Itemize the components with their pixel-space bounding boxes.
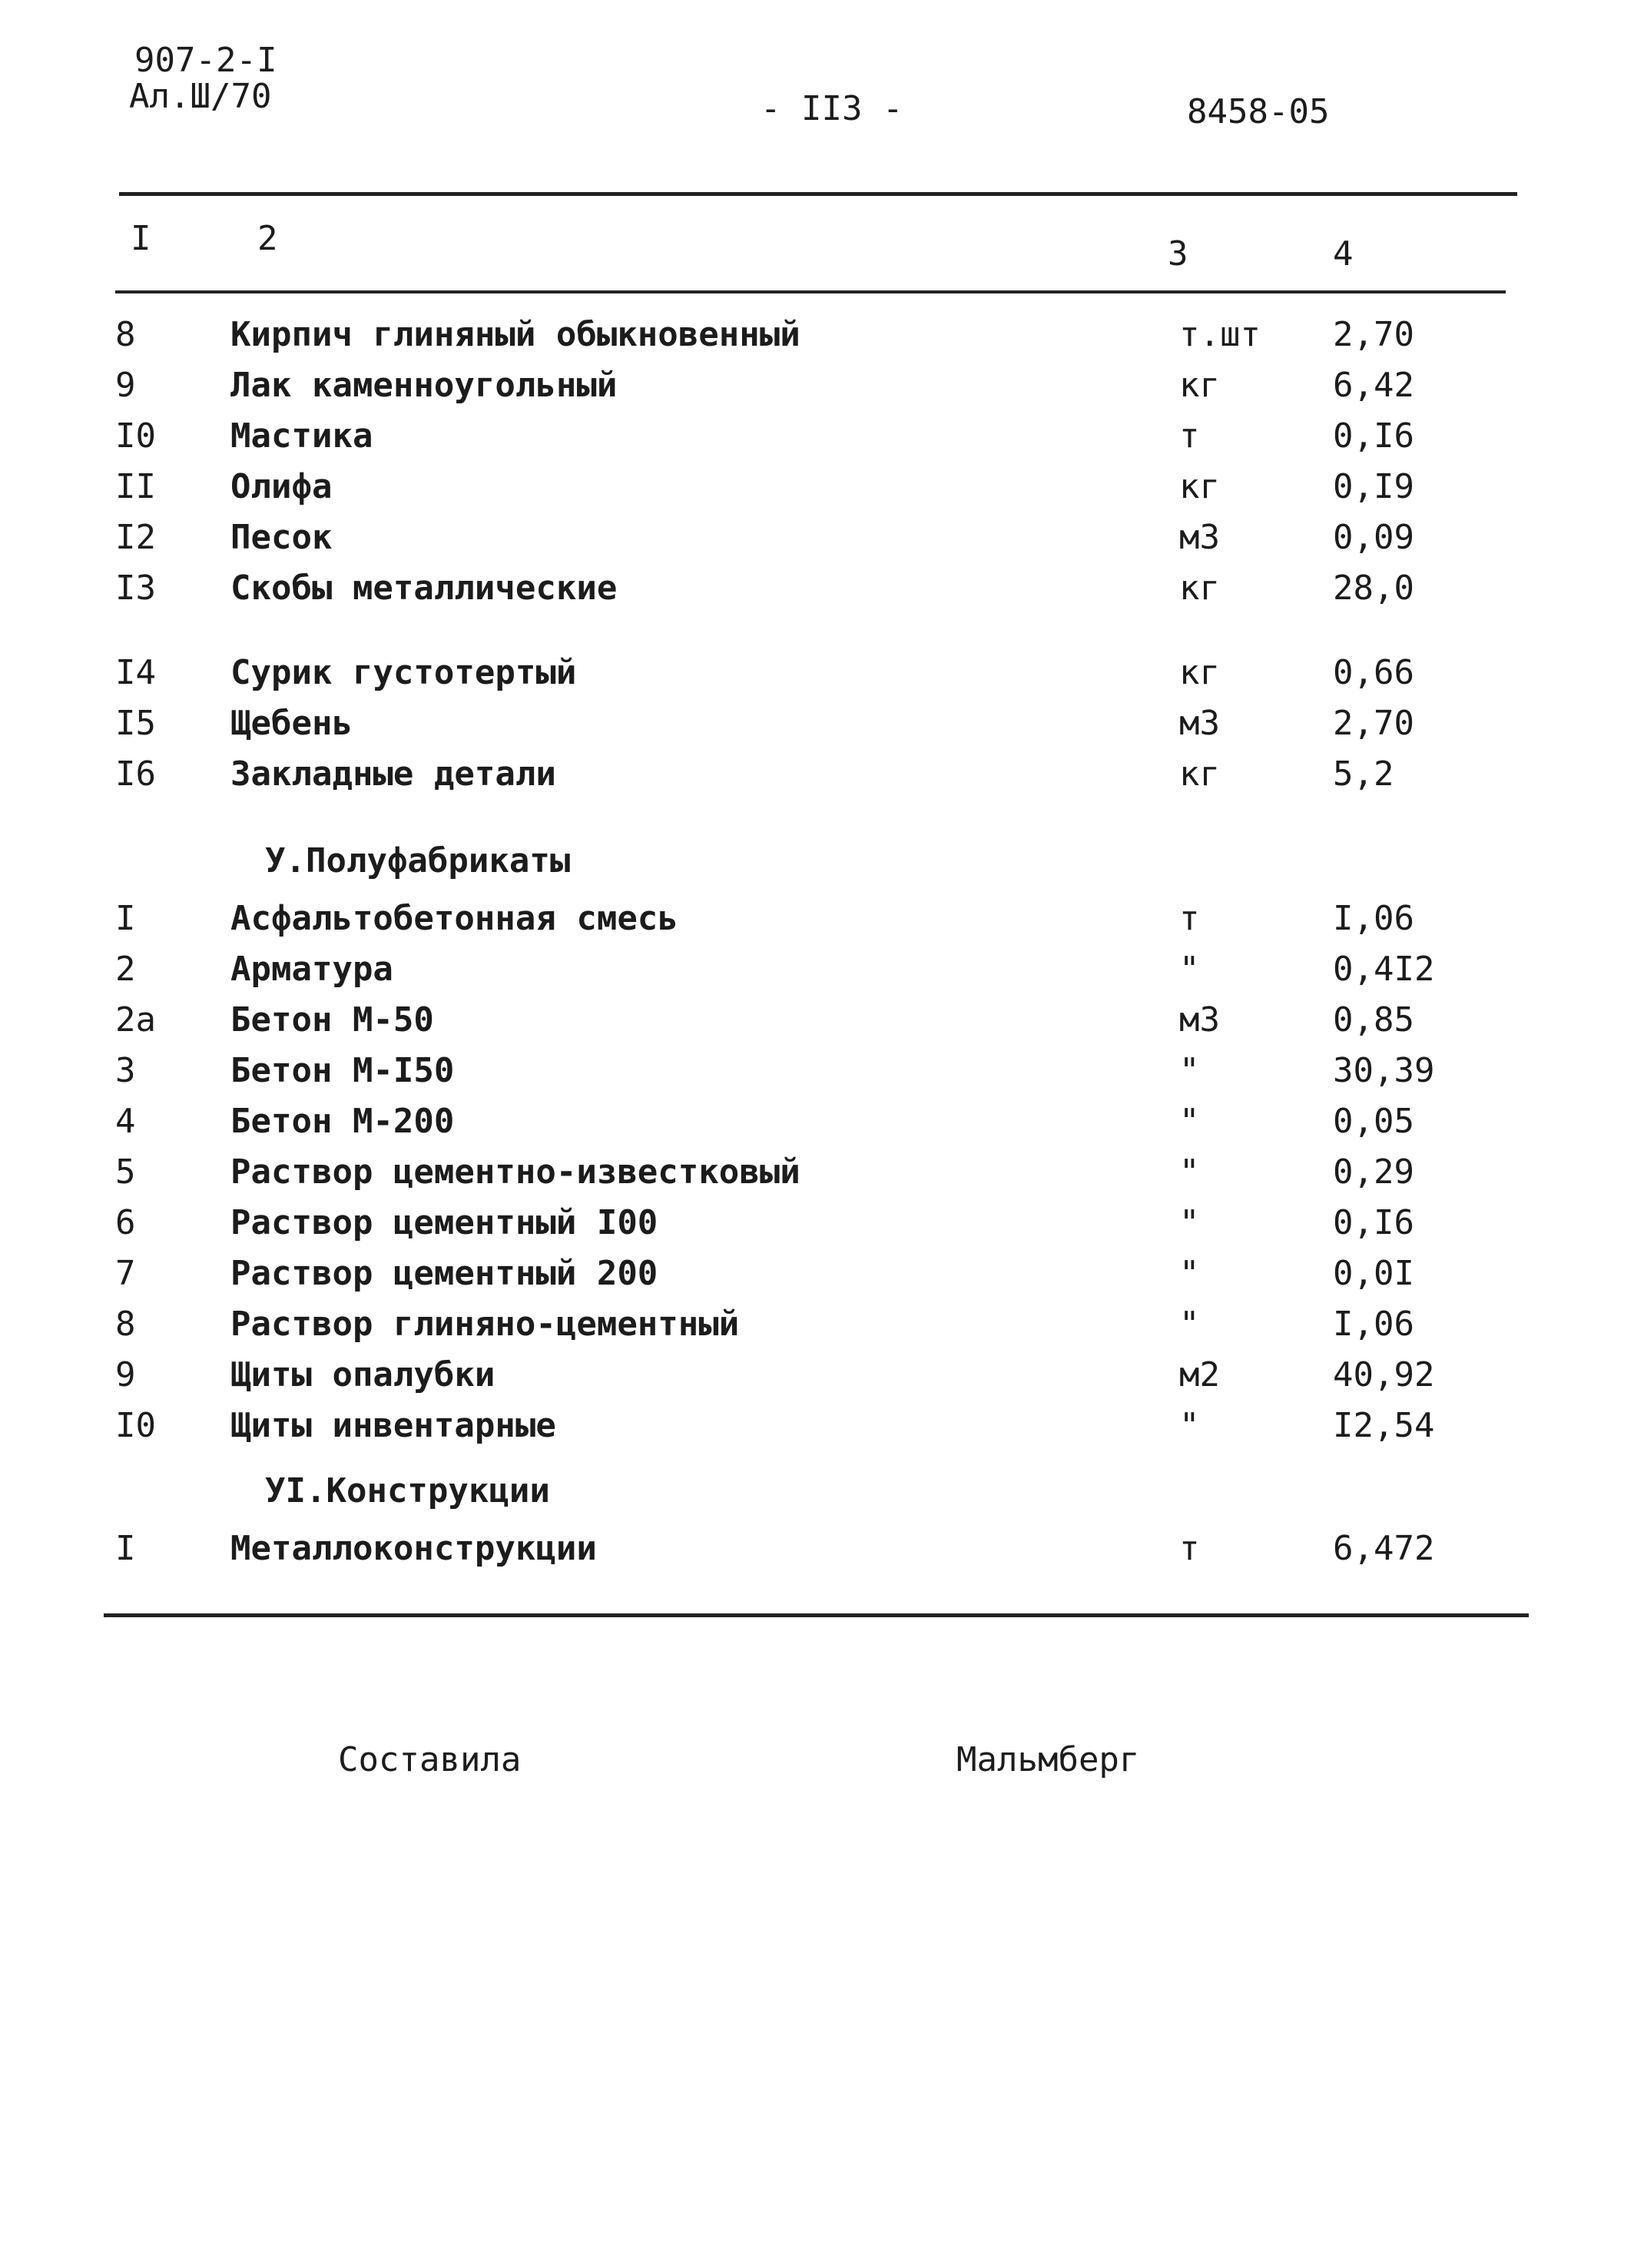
quantity: 0,I6	[1333, 1203, 1414, 1242]
material-name: Олифа	[230, 467, 333, 506]
doc-code-line1: 907-2-I	[134, 41, 277, 80]
material-name: Раствор цементный I00	[230, 1203, 658, 1242]
row-number: I0	[115, 416, 156, 456]
column-header-4: 4	[1333, 234, 1354, 274]
row-number: I3	[115, 569, 156, 608]
quantity: 0,I6	[1333, 416, 1414, 456]
section-title-semi-finished: У.Полуфабрикаты	[265, 841, 571, 880]
quantity: 28,0	[1333, 569, 1414, 608]
quantity: 2,70	[1333, 704, 1414, 743]
unit: т	[1179, 899, 1200, 938]
unit: "	[1179, 1051, 1200, 1090]
material-name: Бетон М-200	[230, 1102, 455, 1141]
table-row	[0, 518, 1634, 569]
quantity: 5,2	[1333, 754, 1394, 794]
quantity: 0,4I2	[1333, 950, 1435, 989]
row-number: I	[115, 1529, 136, 1568]
quantity: 40,92	[1333, 1355, 1435, 1394]
material-name: Мастика	[230, 416, 373, 456]
material-name: Кирпич глиняный обыкновенный	[230, 315, 800, 354]
row-number: 2а	[115, 1000, 156, 1040]
row-number: II	[115, 467, 156, 506]
unit: м3	[1179, 518, 1220, 557]
table-row	[0, 653, 1634, 704]
row-number: 2	[115, 950, 136, 989]
table-top-rule	[119, 192, 1517, 196]
material-name: Щиты опалубки	[230, 1355, 496, 1394]
table-row	[0, 754, 1634, 805]
signature-label: Составила	[338, 1740, 522, 1779]
column-header-1: I	[131, 219, 151, 258]
material-name: Арматура	[230, 950, 393, 989]
unit: кг	[1179, 569, 1220, 608]
quantity: I,06	[1333, 1305, 1414, 1344]
quantity: 0,66	[1333, 653, 1414, 692]
material-name: Бетон М-I50	[230, 1051, 455, 1090]
row-number: 9	[115, 1355, 136, 1394]
unit: м3	[1179, 704, 1220, 743]
row-number: I0	[115, 1406, 156, 1445]
unit: м3	[1179, 1000, 1220, 1040]
unit: "	[1179, 1203, 1200, 1242]
material-name: Закладные детали	[230, 754, 556, 794]
table-row	[0, 1102, 1634, 1152]
unit: т.шт	[1179, 315, 1261, 354]
unit: кг	[1179, 653, 1220, 692]
row-number: 9	[115, 366, 136, 405]
quantity: 6,472	[1333, 1529, 1435, 1568]
quantity: I,06	[1333, 899, 1414, 938]
table-row	[0, 1355, 1634, 1406]
unit: кг	[1179, 467, 1220, 506]
table-bottom-rule	[104, 1613, 1529, 1617]
header-separator-rule	[115, 290, 1506, 293]
signature-name: Мальмберг	[956, 1740, 1140, 1779]
quantity: I2,54	[1333, 1406, 1435, 1445]
unit: "	[1179, 1152, 1200, 1192]
row-number: 3	[115, 1051, 136, 1090]
unit: "	[1179, 1305, 1200, 1344]
unit: "	[1179, 1406, 1200, 1445]
material-name: Сурик густотертый	[230, 653, 577, 692]
row-number: I6	[115, 754, 156, 794]
quantity: 6,42	[1333, 366, 1414, 405]
row-number: I2	[115, 518, 156, 557]
table-row	[0, 1203, 1634, 1254]
table-row	[0, 1305, 1634, 1355]
table-row	[0, 569, 1634, 619]
table-row	[0, 1152, 1634, 1203]
row-number: 5	[115, 1152, 136, 1192]
material-name: Щиты инвентарные	[230, 1406, 556, 1445]
column-header-2: 2	[257, 219, 278, 258]
material-name: Раствор глиняно-цементный	[230, 1305, 740, 1344]
row-number: 8	[115, 1305, 136, 1344]
table-row	[0, 1406, 1634, 1457]
page-number: - II3 -	[761, 89, 903, 128]
quantity: 2,70	[1333, 315, 1414, 354]
row-number: 7	[115, 1254, 136, 1293]
table-row	[0, 899, 1634, 950]
unit: "	[1179, 1102, 1200, 1141]
unit: "	[1179, 1254, 1200, 1293]
section-title-constructions: УI.Конструкции	[265, 1471, 550, 1510]
row-number: 8	[115, 315, 136, 354]
material-name: Песок	[230, 518, 333, 557]
material-name: Скобы металлические	[230, 569, 618, 608]
material-name: Раствор цементно-известковый	[230, 1152, 800, 1192]
material-name: Бетон М-50	[230, 1000, 434, 1040]
table-row	[0, 416, 1634, 467]
row-number: 6	[115, 1203, 136, 1242]
unit: "	[1179, 950, 1200, 989]
quantity: 0,I9	[1333, 467, 1414, 506]
quantity: 0,29	[1333, 1152, 1414, 1192]
table-row	[0, 1000, 1634, 1051]
table-row	[0, 467, 1634, 518]
doc-code-line2: Ал.Ш/70	[129, 77, 272, 116]
row-number: I5	[115, 704, 156, 743]
unit: кг	[1179, 754, 1220, 794]
material-name: Асфальтобетонная смесь	[230, 899, 678, 938]
table-row	[0, 704, 1634, 754]
material-name: Металлоконструкции	[230, 1529, 597, 1568]
row-number: 4	[115, 1102, 136, 1141]
material-name: Раствор цементный 200	[230, 1254, 658, 1293]
material-name: Щебень	[230, 704, 353, 743]
table-row	[0, 315, 1634, 366]
unit: кг	[1179, 366, 1220, 405]
row-number: I4	[115, 653, 156, 692]
table-row	[0, 950, 1634, 1000]
material-name: Лак каменноугольный	[230, 366, 618, 405]
unit: т	[1179, 416, 1200, 456]
doc-number: 8458-05	[1187, 92, 1330, 131]
table-row	[0, 1051, 1634, 1102]
quantity: 0,05	[1333, 1102, 1414, 1141]
quantity: 0,0I	[1333, 1254, 1414, 1293]
row-number: I	[115, 899, 136, 938]
table-row	[0, 366, 1634, 416]
unit: м2	[1179, 1355, 1220, 1394]
column-header-3: 3	[1168, 234, 1188, 274]
quantity: 0,85	[1333, 1000, 1414, 1040]
table-row	[0, 1254, 1634, 1305]
quantity: 0,09	[1333, 518, 1414, 557]
unit: т	[1179, 1529, 1200, 1568]
table-row	[0, 1529, 1634, 1580]
quantity: 30,39	[1333, 1051, 1435, 1090]
